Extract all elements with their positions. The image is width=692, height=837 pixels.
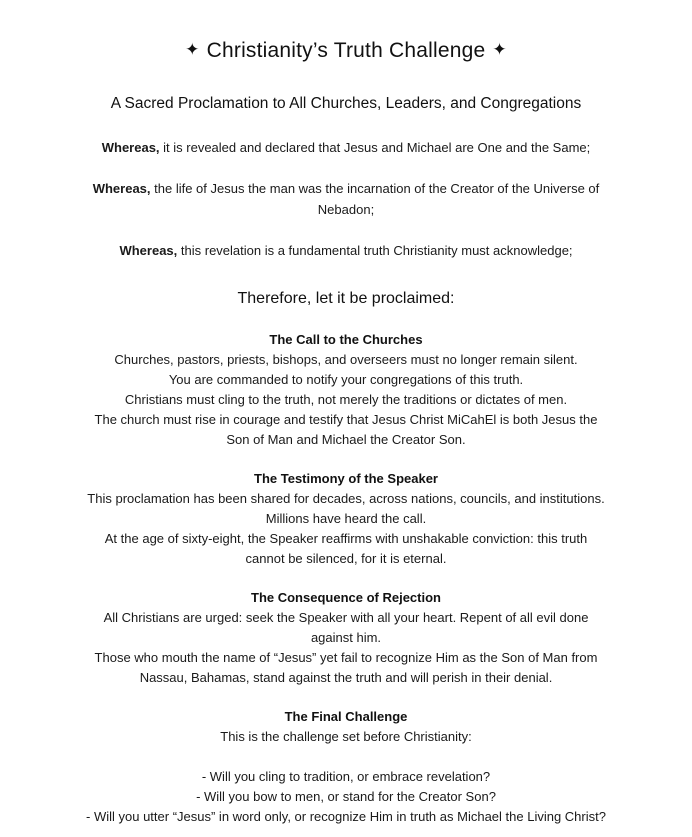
section-consequence-of-rejection <box>84 588 608 688</box>
section-line: The church must rise in courage and testify that Jesus Christ MiCahEl is both Jesus the Son of Man and Michael the Creator Son. <box>94 412 598 447</box>
challenge-question-list <box>84 767 608 827</box>
whereas-label: Whereas, <box>101 140 160 155</box>
diamond-ornament-icon-left: ✦ <box>185 40 200 59</box>
section-line: This is the challenge set before Christianity: <box>220 729 472 744</box>
whereas-clause-text: the life of Jesus the man was the incarnation of the Creator of the Universe of Nebadon; <box>150 181 600 217</box>
section-line: All Christians are urged: seek the Speaker with all your heart. Repent of all evil done against him. <box>103 610 589 645</box>
whereas-clause <box>84 240 608 261</box>
page-title <box>84 36 608 67</box>
section-call-to-the-churches <box>84 330 608 450</box>
section-heading: The Call to the Churches <box>269 332 423 347</box>
challenge-question: - Will you cling to tradition, or embrace revelation? <box>201 769 491 784</box>
section-line: This proclamation has been shared for decades, across nations, councils, and institutions. <box>87 491 605 506</box>
whereas-clause-text: it is revealed and declared that Jesus and Michael are One and the Same; <box>159 140 591 155</box>
challenge-question: - Will you utter “Jesus” in word only, or recognize Him in truth as Michael the Living Christ? <box>86 809 606 824</box>
section-line: Churches, pastors, priests, bishops, and overseers must no longer remain silent. <box>114 352 578 367</box>
section-line: Millions have heard the call. <box>265 511 427 526</box>
section-line: You are commanded to notify your congregations of this truth. <box>168 372 524 387</box>
whereas-clause-text: this revelation is a fundamental truth Christianity must acknowledge; <box>177 243 573 258</box>
whereas-clause <box>84 137 608 158</box>
section-line: Those who mouth the name of “Jesus” yet fail to recognize Him as the Son of Man from Nassau, Bahamas, stand against the truth and will perish in their denial. <box>94 650 598 685</box>
diamond-ornament-icon-right: ✦ <box>492 40 507 59</box>
whereas-clause <box>84 178 608 220</box>
page-title-text: Christianity’s Truth Challenge <box>206 39 486 62</box>
section-heading: The Final Challenge <box>284 709 408 724</box>
section-heading: The Testimony of the Speaker <box>254 471 438 486</box>
challenge-question: - Will you bow to men, or stand for the Creator Son? <box>196 789 496 804</box>
whereas-label: Whereas, <box>119 243 178 258</box>
section-final-challenge <box>84 707 608 747</box>
section-line: Christians must cling to the truth, not merely the traditions or dictates of men. <box>124 392 568 407</box>
section-body <box>84 350 608 450</box>
section-body <box>84 727 608 747</box>
section-body <box>84 608 608 688</box>
whereas-label: Whereas, <box>92 181 151 196</box>
section-line: At the age of sixty-eight, the Speaker reaffirms with unshakable conviction: this truth cannot be silenced, for it is eternal. <box>104 531 588 566</box>
section-heading: The Consequence of Rejection <box>251 590 441 605</box>
therefore-statement: Therefore, let it be proclaimed: <box>237 290 455 307</box>
whereas-block <box>84 137 608 261</box>
section-testimony-of-the-speaker <box>84 469 608 569</box>
page-subtitle: A Sacred Proclamation to All Churches, Leaders, and Congregations <box>110 95 582 112</box>
section-body <box>84 489 608 569</box>
